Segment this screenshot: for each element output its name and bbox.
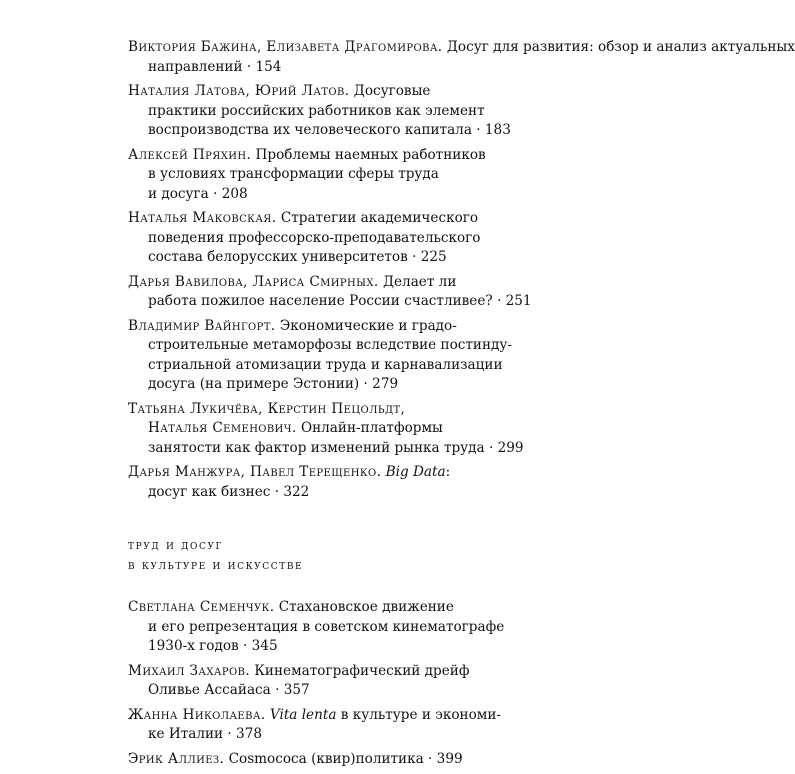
- table-of-contents: [128, 38, 795, 774]
- entry-title-line: строительные метаморфозы вследствие постинду-: [148, 337, 512, 353]
- entry-title-line: досуг как бизнес · 322: [148, 483, 310, 500]
- entry-authors: Владимир Вайнгорт.: [128, 317, 276, 334]
- entry-title-line: занятости как фактор изменений рынка труда · 299: [148, 439, 524, 456]
- entry-title: Стахановское движение: [274, 599, 454, 615]
- entry-title: в культуре и экономи-: [336, 706, 501, 723]
- entry-title-line: и его репрезентация в советском кинематографе: [148, 618, 505, 635]
- toc-entry-pryakhin: [128, 146, 538, 205]
- entry-authors: Наталья Семенович.: [148, 420, 297, 436]
- entry-title: Делает ли: [378, 273, 457, 290]
- entry-title-line: состава белорусских университетов · 225: [148, 249, 447, 265]
- toc-entry-zakharov: [128, 662, 538, 701]
- toc-entry-alliez: [128, 750, 538, 770]
- entry-title: Онлайн-платформы: [296, 420, 443, 436]
- entry-authors: Михаил Захаров.: [128, 662, 251, 679]
- toc-entry-nikolaeva: [128, 706, 538, 745]
- toc-entry-vaingort: [128, 317, 538, 395]
- entry-title-line: направлений · 154: [148, 58, 282, 75]
- entry-authors: Наталия Латова, Юрий Латов.: [128, 83, 350, 99]
- entry-authors: Дарья Вавилова, Лариса Смирных.: [128, 273, 379, 290]
- entry-title-line: ке Италии · 378: [148, 726, 263, 742]
- entry-title: Досуг для развития: обзор и анализ актуальных: [442, 39, 795, 55]
- entry-authors: Светлана Семенчук.: [128, 599, 275, 615]
- entry-title-line: поведения профессорско-преподавательского: [148, 229, 481, 246]
- entry-authors: Дарья Манжура, Павел Терещенко.: [128, 464, 382, 480]
- entry-title: Проблемы наемных работников: [251, 146, 486, 163]
- toc-entry-manzhura: [128, 463, 538, 502]
- entry-title: :: [445, 464, 451, 480]
- entry-title-line: и досуга · 208: [148, 185, 248, 202]
- entry-title: Cosmococa (квир)политика · 399: [224, 750, 463, 767]
- entry-authors: Виктория Бажина, Елизавета Драгомирова.: [128, 39, 443, 55]
- toc-entry-bazhina: [128, 38, 795, 77]
- entry-title-italic: Vita lenta: [269, 706, 337, 723]
- toc-entry-semenchuk: [128, 598, 538, 657]
- section-heading: [128, 536, 538, 576]
- section-heading-line: труд и досуг: [128, 538, 224, 553]
- entry-title-italic: Big Data: [385, 464, 446, 480]
- toc-entry-latov: [128, 82, 538, 141]
- entry-title: Экономические и градо-: [275, 317, 457, 334]
- entry-authors: Жанна Николаева.: [128, 706, 266, 723]
- entry-title-line: 1930-х годов · 345: [148, 638, 278, 654]
- toc-entry-vavilova: [128, 273, 538, 312]
- section-heading-line: в культуре и искусстве: [128, 558, 304, 573]
- entry-title-line: в условиях трансформации сферы труда: [148, 166, 439, 182]
- entry-title: Кинематографический дрейф: [250, 662, 470, 679]
- entry-authors: Эрик Аллиез.: [128, 750, 225, 767]
- entry-title-line: Оливье Ассайаса · 357: [148, 682, 310, 698]
- toc-entry-lukicheva: [128, 400, 538, 459]
- entry-title-line: работа пожилое население России счастливее? · 251: [148, 293, 532, 309]
- entry-title-line: воспроизводства их человеческого капитала · 183: [148, 122, 511, 138]
- entry-title: Стратегии академического: [276, 210, 479, 226]
- entry-authors: Татьяна Лукичёва, Керстин Пецольдт,: [128, 400, 406, 417]
- toc-entry-makovskaya: [128, 209, 538, 268]
- entry-title-line: практики российских работников как элемент: [148, 102, 485, 119]
- entry-authors: Наталья Маковская.: [128, 210, 277, 226]
- entry-title: Досуговые: [349, 83, 431, 99]
- entry-title-line: стриальной атомизации труда и карнавализации: [148, 356, 503, 373]
- entry-authors: Алексей Пряхин.: [128, 146, 252, 163]
- entry-title-line: досуга (на примере Эстонии) · 279: [148, 376, 399, 392]
